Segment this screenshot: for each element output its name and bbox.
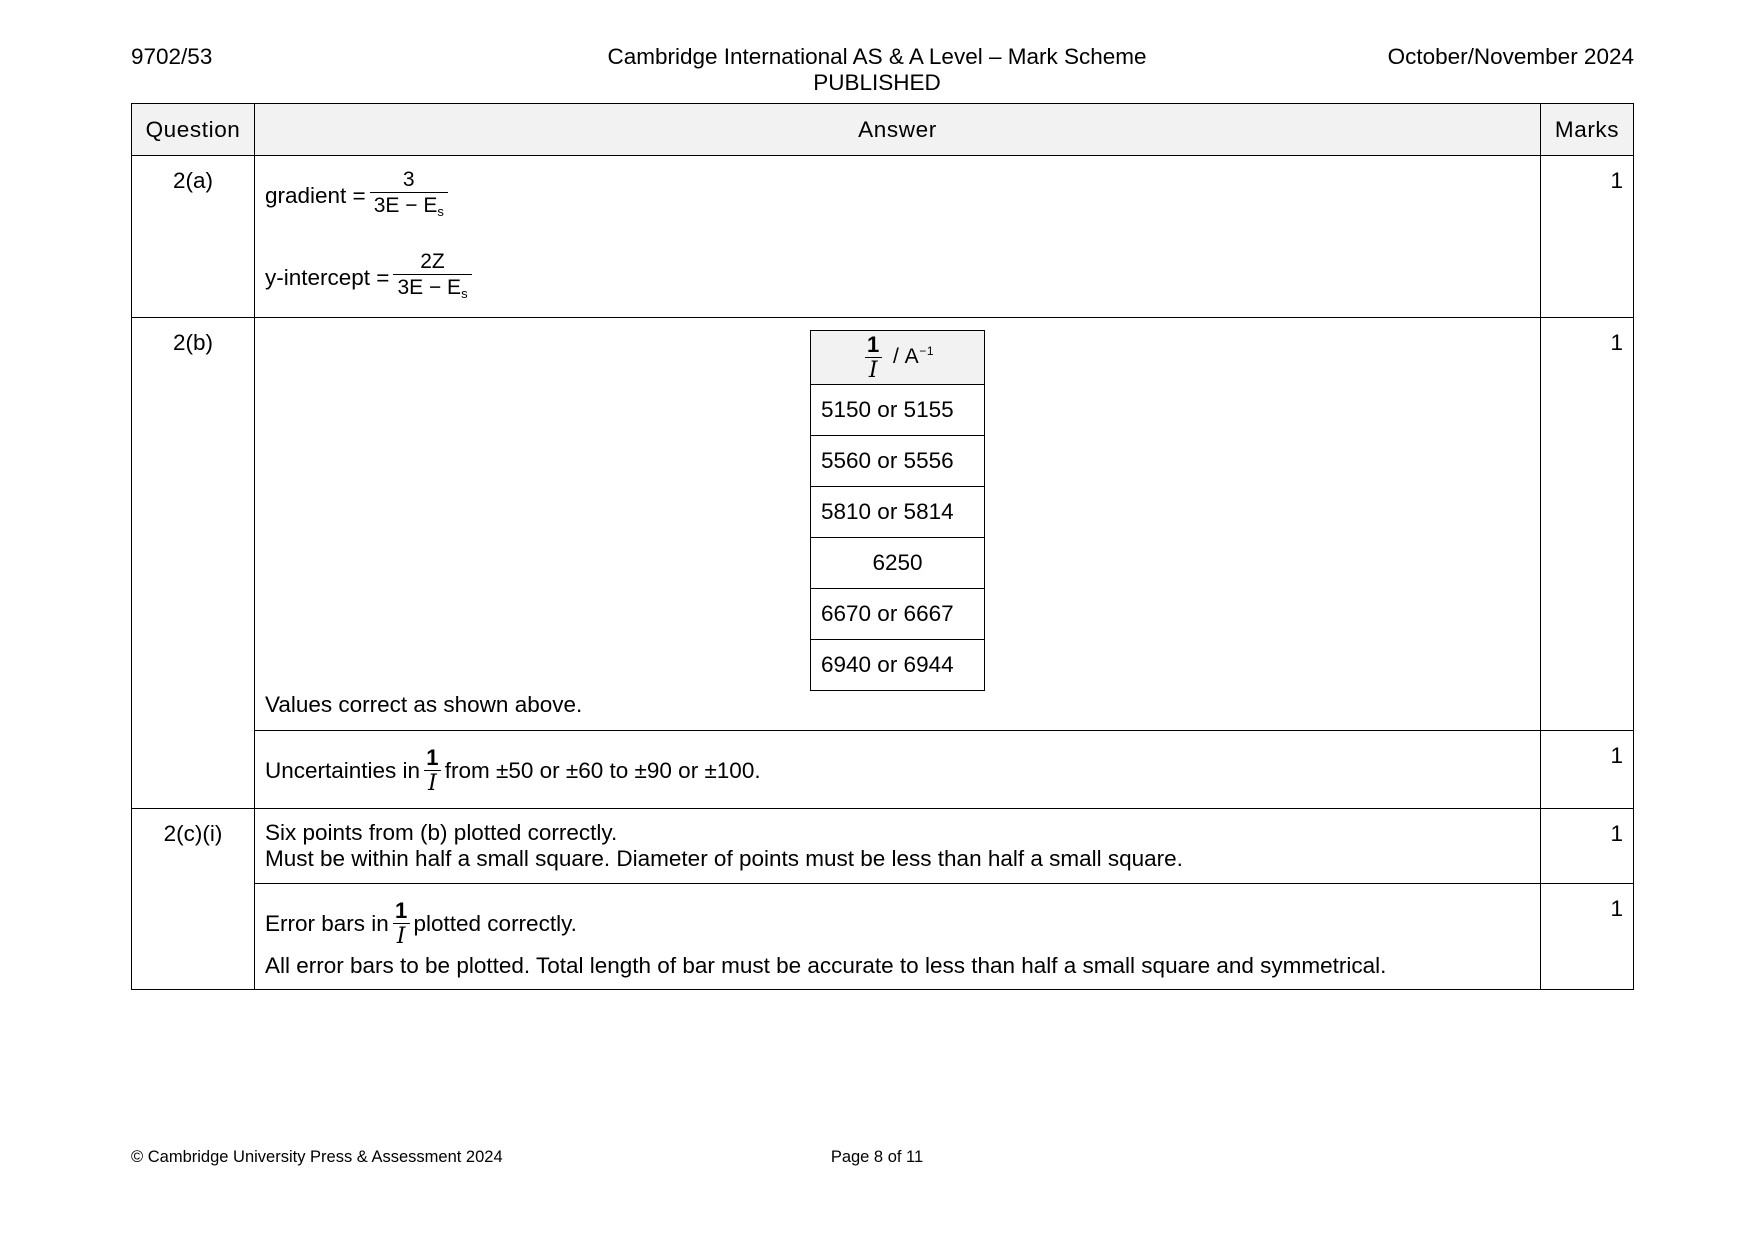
intercept-denominator-subscript: s — [461, 286, 468, 301]
table-row-2a — [132, 156, 1634, 318]
table-row-2ci — [132, 809, 1634, 884]
uncertainties-suffix: from ±50 or ±60 to ±90 or ±100. — [444, 757, 761, 783]
table-row-2b-uncertainties — [132, 731, 1634, 809]
marks-value: 1 — [1541, 731, 1634, 809]
question-number-empty — [132, 884, 255, 990]
uncertainties-prefix: Uncertainties in — [265, 757, 421, 783]
question-number: 2(a) — [132, 156, 255, 318]
unit-label — [893, 345, 934, 368]
value-cell: 5810 or 5814 — [811, 487, 985, 538]
reciprocal-current-fraction — [865, 332, 882, 383]
gradient-fraction — [370, 167, 448, 224]
marks-value: 1 — [1541, 318, 1634, 731]
intercept-formula — [265, 249, 1530, 306]
gradient-formula — [265, 167, 1530, 224]
unit-text: / A — [892, 345, 920, 369]
question-column-header: Question — [132, 104, 255, 156]
points-line-1: Six points from (b) plotted correctly. — [265, 820, 618, 845]
gradient-numerator: 3 — [370, 167, 448, 193]
marks-value: 1 — [1541, 156, 1634, 318]
values-table-header — [811, 331, 985, 385]
values-table — [810, 330, 985, 691]
mark-scheme-table — [131, 103, 1634, 990]
title-text: Cambridge International AS & A Level – Mark Scheme — [607, 44, 1147, 69]
table-row-2b — [132, 318, 1634, 731]
reciprocal-current-fraction — [393, 898, 410, 949]
intercept-denominator-text: 3E − E — [397, 276, 462, 299]
intercept-fraction — [393, 249, 471, 306]
error-bars-suffix: plotted correctly. — [413, 910, 577, 936]
answer-column-header: Answer — [255, 104, 1541, 156]
value-cell: 6250 — [811, 538, 985, 589]
value-cell: 6940 or 6944 — [811, 640, 985, 691]
question-number: 2(c)(i) — [132, 809, 255, 884]
intercept-label: y-intercept = — [265, 264, 390, 290]
gradient-denominator-text: 3E − E — [373, 194, 438, 217]
exam-session: October/November 2024 — [1387, 44, 1634, 69]
fraction-numerator: 1 — [865, 332, 882, 358]
marks-value: 1 — [1541, 884, 1634, 990]
marks-column-header: Marks — [1541, 104, 1634, 156]
fraction-denominator: I — [428, 771, 437, 796]
question-number: 2(b) — [132, 318, 255, 731]
copyright-notice: © Cambridge University Press & Assessment 2024 — [131, 1148, 503, 1166]
intercept-denominator — [393, 275, 471, 306]
table-row-2ci-error-bars — [132, 884, 1634, 990]
points-line-2: Must be within half a small square. Diameter of points must be less than half a small square. — [265, 846, 1183, 871]
answer-cell — [255, 884, 1541, 990]
answer-cell — [255, 809, 1541, 884]
marks-value: 1 — [1541, 809, 1634, 884]
published-label: PUBLISHED — [813, 70, 941, 95]
table-header-row — [132, 104, 1634, 156]
value-cell: 6670 or 6667 — [811, 589, 985, 640]
error-bars-prefix: Error bars in — [265, 910, 389, 936]
reciprocal-current-fraction — [424, 745, 441, 796]
intercept-numerator: 2Z — [393, 249, 471, 275]
error-bars-line-2: All error bars to be plotted. Total length of bar must be accurate to less than half a small square and symmetrical. — [265, 953, 1387, 978]
values-note: Values correct as shown above. — [265, 692, 583, 717]
error-bars-line — [265, 898, 1530, 949]
gradient-denominator-subscript: s — [437, 204, 444, 219]
value-cell: 5560 or 5556 — [811, 436, 985, 487]
answer-cell — [255, 318, 1541, 731]
fraction-denominator: I — [396, 924, 406, 949]
fraction-denominator: I — [868, 358, 879, 383]
gradient-label: gradient = — [265, 182, 366, 208]
paper-code: 9702/53 — [131, 44, 213, 69]
answer-cell — [255, 731, 1541, 809]
fraction-numerator: 1 — [393, 898, 410, 924]
unit-superscript: −1 — [919, 344, 935, 359]
uncertainties-line — [265, 745, 1530, 796]
gradient-denominator — [370, 193, 448, 224]
answer-cell — [255, 156, 1541, 318]
value-cell: 5150 or 5155 — [811, 385, 985, 436]
question-number-empty — [132, 731, 255, 809]
page-number: Page 8 of 11 — [830, 1148, 924, 1166]
fraction-numerator: 1 — [424, 745, 441, 771]
